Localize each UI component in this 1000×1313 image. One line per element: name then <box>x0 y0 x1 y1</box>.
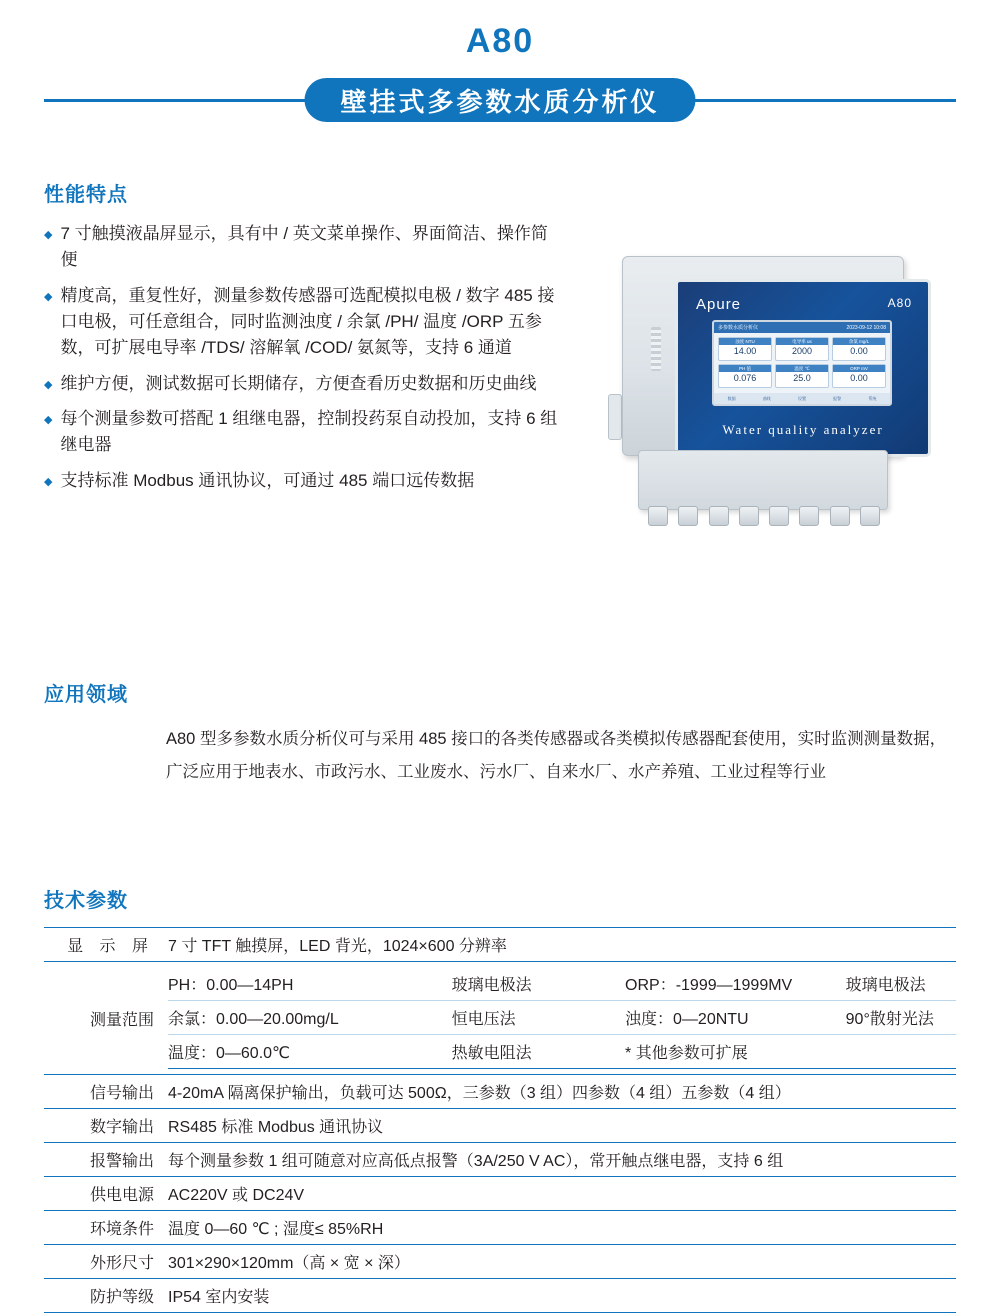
table-row <box>168 1001 956 1035</box>
cable-gland-icon <box>830 506 850 526</box>
measurement-cell <box>718 337 772 361</box>
screen-titlebar <box>714 322 890 333</box>
row-value: 7 寸 TFT 触摸屏，LED 背光，1024×600 分辨率 <box>166 928 956 962</box>
device-caption: Water quality analyzer <box>722 422 884 437</box>
application-section <box>44 678 956 789</box>
list-item <box>44 283 564 362</box>
table-row <box>168 1035 956 1069</box>
measurement-value: 0.076 <box>733 373 757 383</box>
range-method: 玻璃电极法 <box>845 977 926 994</box>
application-heading: 应用领域 <box>44 684 128 706</box>
cable-gland-icon <box>739 506 759 526</box>
cable-gland-icon <box>799 506 819 526</box>
range-method: 热敏电阻法 <box>452 1035 625 1069</box>
tech-params-heading: 技术参数 <box>44 890 128 912</box>
row-label: 供电电源 <box>44 1177 166 1211</box>
row-label: 数字输出 <box>44 1109 166 1143</box>
cable-gland-icon <box>678 506 698 526</box>
list-item <box>44 221 564 274</box>
device-terminal-box <box>638 450 888 510</box>
vent-icon <box>651 327 661 371</box>
measurement-value: 2000 <box>791 346 813 356</box>
range-cell: 余氯：0.00—20.00mg/L <box>168 1001 452 1035</box>
cable-gland-icon <box>860 506 880 526</box>
measurement-range-table <box>168 967 956 1069</box>
application-text: A80 型多参数水质分析仪可与采用 485 接口的各类传感器或各类模拟传感器配套使用，实时监测测量数据，广泛应用于地表水、市政污水、工业废水、污水厂、自来水厂、水产养殖、工业过程等行业 <box>166 730 947 781</box>
row-value: 301×290×120mm（高 × 宽 × 深） <box>166 1245 956 1279</box>
row-label: 报警输出 <box>44 1143 166 1177</box>
table-row <box>44 962 956 1075</box>
features-section <box>44 178 564 503</box>
diamond-bullet-icon: ◆ <box>44 378 53 391</box>
measurement-label: PH 值 <box>719 365 771 372</box>
row-label: 防护等级 <box>44 1279 166 1313</box>
diamond-bullet-icon: ◆ <box>44 414 53 427</box>
page-subtitle: 壁挂式多参数水质分析仪 <box>304 78 695 122</box>
nav-item-data: 数据 <box>727 395 736 401</box>
feature-text: 维护方便，测试数据可长期储存，方便查看历史数据和历史曲线 <box>60 373 537 393</box>
row-value: RS485 标准 Modbus 通讯协议 <box>166 1109 956 1143</box>
features-heading: 性能特点 <box>44 184 128 206</box>
row-value: 温度 0—60 ℃ ; 湿度≤ 85%RH <box>166 1211 956 1245</box>
table-row <box>44 1143 956 1177</box>
range-method <box>846 1035 956 1069</box>
page-title: A80 <box>465 22 535 60</box>
range-cell: 温度：0—60.0℃ <box>168 1035 452 1069</box>
product-photo <box>582 244 954 560</box>
row-value-grid <box>166 962 956 1075</box>
feature-text: 每个测量参数可搭配 1 组继电器，控制投药泵自动投加，支持 6 组继电器 <box>60 409 558 455</box>
wall-mount-bracket-left <box>608 394 622 440</box>
device-model-tag: A80 <box>887 296 912 310</box>
measurement-value: 25.0 <box>793 373 811 383</box>
device-touchscreen <box>712 320 892 406</box>
row-label: 外形尺寸 <box>44 1245 166 1279</box>
screen-title: 多参数水质分析仪 <box>718 325 759 331</box>
feature-text: 精度高，重复性好，测量参数传感器可选配模拟电极 / 数字 485 接口电极，可任意组合，同时监测浊度 / 余氯 /PH/ 温度 /ORP 五参数，可扩展电导率 /TDS/ 溶解氧 /COD/ 氨氮等，支持 6 通道 <box>60 285 555 358</box>
cable-gland-icon <box>709 506 729 526</box>
row-value: 4-20mA 隔离保护输出，负载可达 500Ω，三参数（3 组）四参数（4 组）五参数（4 组） <box>166 1075 956 1109</box>
feature-text: 7 寸触摸液晶屏显示，具有中 / 英文菜单操作、界面简洁、操作简便 <box>60 224 548 270</box>
table-row <box>44 1075 956 1109</box>
row-value: 每个测量参数 1 组可随意对应高低点报警（3A/250 V AC），常开触点继电器，支持 6 组 <box>166 1143 956 1177</box>
measurement-cell <box>718 364 772 388</box>
tech-params-table <box>44 927 956 1313</box>
table-row <box>44 1177 956 1211</box>
feature-text: 支持标准 Modbus 通讯协议，可通过 485 端口远传数据 <box>60 470 475 490</box>
screen-navbar <box>714 393 890 404</box>
measurement-label: ORP mV <box>833 365 885 372</box>
brand-logo: Apure <box>696 296 742 313</box>
table-row <box>168 967 956 1001</box>
measurement-value: 14.00 <box>733 346 757 356</box>
measurement-cell <box>832 337 886 361</box>
title-banner <box>0 78 1000 122</box>
row-label: 信号输出 <box>44 1075 166 1109</box>
diamond-bullet-icon: ◆ <box>44 290 53 303</box>
cable-gland-icon <box>648 506 668 526</box>
table-row <box>44 1211 956 1245</box>
cable-gland-icon <box>769 506 789 526</box>
row-value: IP54 室内安装 <box>166 1279 956 1313</box>
range-cell: ORP：-1999—1999MV <box>625 977 793 994</box>
nav-item-system: 系统 <box>868 395 877 401</box>
row-value: AC220V 或 DC24V <box>166 1177 956 1211</box>
row-label: 环境条件 <box>44 1211 166 1245</box>
table-row <box>44 928 956 962</box>
features-list <box>44 221 564 494</box>
nav-item-curve: 曲线 <box>762 395 771 401</box>
diamond-bullet-icon: ◆ <box>44 229 53 241</box>
measurement-label: 温度 ℃ <box>776 365 828 372</box>
measurement-grid <box>714 333 890 392</box>
measurement-value: 0.00 <box>850 373 868 383</box>
range-note: * 其他参数可扩展 <box>625 1035 846 1069</box>
table-row <box>44 1279 956 1313</box>
measurement-cell <box>832 364 886 388</box>
measurement-label: 浊度 NTU <box>719 338 771 345</box>
list-item <box>44 406 564 459</box>
device-front-panel <box>675 279 931 457</box>
row-label: 测量范围 <box>44 962 166 1075</box>
row-label: 显 示 屏 <box>44 928 166 962</box>
screen-status: 2023-09-12 10:08 <box>846 324 886 331</box>
range-cell: 浊度：0—20NTU <box>625 1001 846 1035</box>
measurement-value: 0.00 <box>850 346 868 356</box>
nav-item-settings: 设置 <box>797 395 806 401</box>
range-method: 恒电压法 <box>452 1001 625 1035</box>
tech-params-section <box>44 884 956 1313</box>
range-method: 90°散射光法 <box>846 1001 956 1035</box>
list-item <box>44 371 564 397</box>
diamond-bullet-icon: ◆ <box>44 475 53 488</box>
range-method: 玻璃电极法 <box>451 977 532 994</box>
list-item <box>44 468 564 494</box>
table-row <box>44 1245 956 1279</box>
measurement-label: 余氯 mg/L <box>833 338 885 345</box>
measurement-label: 电导率 us <box>776 338 828 345</box>
device-enclosure <box>622 256 912 456</box>
table-row <box>44 1109 956 1143</box>
measurement-cell <box>775 337 829 361</box>
cable-glands-row <box>648 506 880 526</box>
range-cell: PH：0.00—14PH <box>168 977 294 994</box>
measurement-cell <box>775 364 829 388</box>
nav-item-alarm: 报警 <box>833 395 842 401</box>
